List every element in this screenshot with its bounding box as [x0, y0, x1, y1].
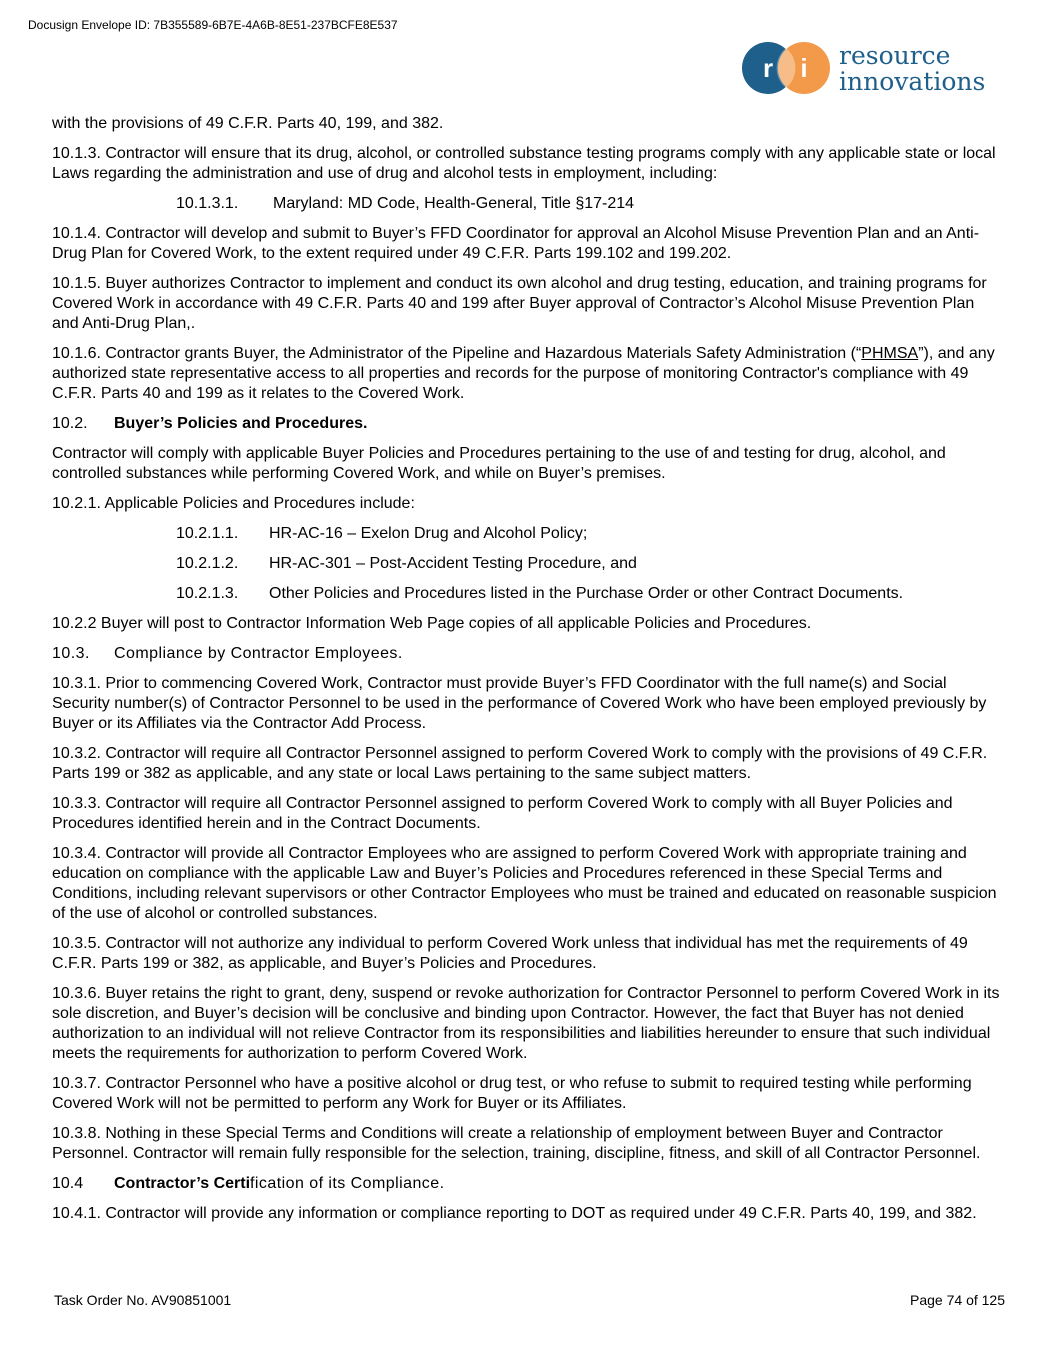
resource-innovations-logo: [741, 40, 1011, 96]
envelope-id: Docusign Envelope ID: 7B355589-6B7E-4A6B-8E51-237BCFE8E537: [28, 18, 398, 32]
paragraph-10-1-6: [52, 344, 1000, 404]
logo-mark-right-letter: i: [800, 53, 808, 83]
paragraph-10-3-1: 10.3.1. Prior to commencing Covered Work, Contractor must provide Buyer’s FFD Coordinator with the full name(s) and Social Security number(s) of Contractor Personnel to be used in the performance of Covered Work who have been employed previously by Buyer or its Affiliates via the Contractor Add Process.: [52, 675, 987, 732]
subitem-text: HR-AC-16 – Exelon Drug and Alcohol Policy;: [269, 525, 588, 542]
section-title-bold: Contractor’s Certi: [114, 1175, 251, 1192]
page-number: Page 74 of 125: [910, 1292, 1005, 1308]
logo-mark-left-letter: r: [762, 53, 774, 83]
paragraph-10-3-7: 10.3.7. Contractor Personnel who have a positive alcohol or drug test, or who refuse to submit to required testing while performing Covered Work will not be permitted to perform any Work for Buyer or its Affiliates.: [52, 1075, 972, 1112]
paragraph-10-3-4: 10.3.4. Contractor will provide all Contractor Employees who are assigned to perform Covered Work with appropriate training and education on compliance with the applicable Law and Buyer’s Policies and Procedures referenced in these Special Terms and Conditions, including relevant supervisors or other Contractor Employees who must be trained and educated on reasonable suspicion of the use of alcohol or controlled substances.: [52, 845, 997, 922]
subitem-10-2-1-2: [176, 554, 1000, 574]
paragraph-10-3-6: 10.3.6. Buyer retains the right to grant, deny, suspend or revoke authorization for Contractor Personnel to perform Covered Work in its sole discretion, and Buyer’s decision will be conclusive and binding upon Contractor. However, the fact that Buyer has not denied authorization to an individual will not relieve Contractor from its responsibilities and liabilities hereunder to ensure that such individual meets the requirements for authorization to perform Covered Work.: [52, 985, 1000, 1062]
paragraph-10-2-1: 10.2.1. Applicable Policies and Procedures include:: [52, 495, 415, 512]
section-number: 10.4: [52, 1175, 84, 1192]
paragraph-text: 10.1.6. Contractor grants Buyer, the Administrator of the Pipeline and Hazardous Materials Safety Administration (“: [52, 345, 862, 362]
subitem-10-1-3-1: [176, 194, 1000, 214]
section-title-rest: fication of its Compliance.: [250, 1175, 445, 1192]
subitem-number: 10.2.1.3.: [176, 585, 239, 602]
subitem-10-2-1-3: [176, 584, 1000, 604]
logo-text-line2: innovations: [839, 67, 986, 96]
paragraph-10-1-4: 10.1.4. Contractor will develop and submit to Buyer’s FFD Coordinator for approval an Alcohol Misuse Prevention Plan and an Anti-Drug Plan for Covered Work, to the extent required under 49 C.F.R. Parts 199.102 and 199.202.: [52, 225, 980, 262]
paragraph-10-3-8: 10.3.8. Nothing in these Special Terms and Conditions will create a relationship of employment between Buyer and Contractor Personnel. Contractor will remain fully responsible for the selection, training, discipline, fitness, and skill of all Contractor Personnel.: [52, 1125, 981, 1162]
section-heading-10-4: [52, 1174, 1000, 1194]
subitem-10-2-1-1: [176, 524, 1000, 544]
subitem-text: HR-AC-301 – Post-Accident Testing Procedure, and: [269, 555, 637, 572]
paragraph-10-2-2: 10.2.2 Buyer will post to Contractor Information Web Page copies of all applicable Policies and Procedures.: [52, 615, 812, 632]
paragraph-intro: with the provisions of 49 C.F.R. Parts 40, 199, and 382.: [52, 115, 444, 132]
subitem-text: Other Policies and Procedures listed in the Purchase Order or other Contract Documents.: [269, 585, 904, 602]
document-body: [52, 114, 1000, 1234]
subitem-number: 10.1.3.1.: [176, 195, 239, 212]
paragraph-10-2: Contractor will comply with applicable Buyer Policies and Procedures pertaining to the use of and testing for drug, alcohol, and controlled substances while performing Covered Work, and while on Buyer’s premises.: [52, 445, 946, 482]
paragraph-10-1-5: 10.1.5. Buyer authorizes Contractor to implement and conduct its own alcohol and drug testing, education, and training programs for Covered Work in accordance with 49 C.F.R. Parts 40 and 199 after Buyer approval of Contractor’s Alcohol Misuse Prevention Plan and Anti-Drug Plan,.: [52, 275, 987, 332]
section-heading-10-3: [52, 644, 1000, 664]
task-order-number: Task Order No. AV90851001: [54, 1292, 232, 1308]
section-number: 10.3.: [52, 645, 90, 662]
section-number: 10.2.: [52, 415, 88, 432]
paragraph-10-1-3: 10.1.3. Contractor will ensure that its drug, alcohol, or controlled substance testing programs comply with any applicable state or local Laws regarding the administration and use of drug and alcohol tests in employment, including:: [52, 145, 996, 182]
paragraph-text: ”), and any authorized state representative access to all properties and records for the purpose of monitoring Contractor's compliance with 49 C.F.R. Parts 40 and 199 as it relates to the Covered Work.: [52, 345, 995, 402]
paragraph-10-3-2: 10.3.2. Contractor will require all Contractor Personnel assigned to perform Covered Work to comply with the provisions of 49 C.F.R. Parts 199 or 382 as applicable, and any state or local Laws pertaining to the same subject matters.: [52, 745, 988, 782]
phmsa-term: PHMSA: [861, 345, 919, 362]
section-title: Compliance by Contractor Employees.: [114, 645, 403, 662]
section-heading-10-2: [52, 414, 1000, 434]
logo-text-line1: resource: [839, 41, 951, 70]
paragraph-10-3-5: 10.3.5. Contractor will not authorize any individual to perform Covered Work unless that individual has met the requirements of 49 C.F.R. Parts 199 or 382, as applicable, and Buyer’s Policies and Procedures.: [52, 935, 968, 972]
paragraph-10-4-1: 10.4.1. Contractor will provide any information or compliance reporting to DOT as required under 49 C.F.R. Parts 40, 199, and 382.: [52, 1205, 977, 1222]
subitem-number: 10.2.1.1.: [176, 525, 239, 542]
subitem-number: 10.2.1.2.: [176, 555, 239, 572]
section-title: Buyer’s Policies and Procedures.: [114, 415, 368, 432]
paragraph-10-3-3: 10.3.3. Contractor will require all Contractor Personnel assigned to perform Covered Work to comply with all Buyer Policies and Procedures identified herein and in the Contract Documents.: [52, 795, 953, 832]
subitem-text: Maryland: MD Code, Health-General, Title §17-214: [273, 195, 635, 212]
